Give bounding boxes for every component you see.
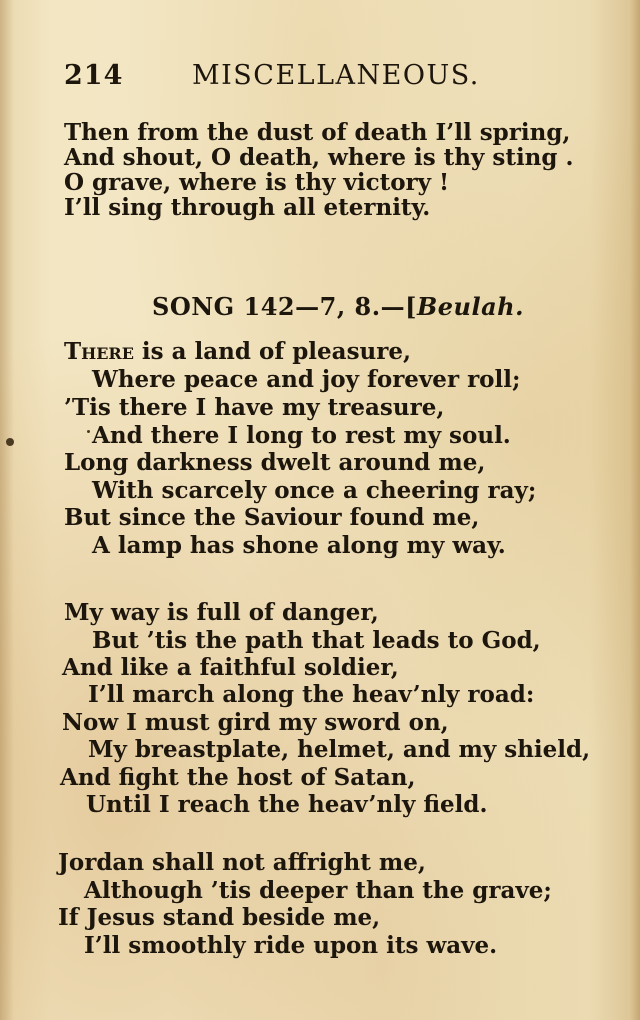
stanza-2-line-3: And like a faithful soldier, <box>62 654 399 681</box>
ink-speck <box>87 430 90 433</box>
stanza-1-line-4: And there I long to rest my soul. <box>92 422 511 449</box>
stanza-1-first-word: There <box>64 338 134 365</box>
page-edge-shadow <box>630 0 640 1020</box>
carryover-line-1: Then from the dust of death I’ll spring, <box>64 119 571 146</box>
stanza-1-line-5: Long darkness dwelt around me, <box>64 449 486 476</box>
stanza-3-line-1: Jordan shall not affright me, <box>58 849 426 876</box>
stanza-1-line-6: With scarcely once a cheering ray; <box>92 477 537 504</box>
stanza-1-line-3: ’Tis there I have my treasure, <box>64 394 445 421</box>
stanza-1-line-1 <box>64 338 411 366</box>
stanza-2-line-8: Until I reach the heav’nly field. <box>86 791 488 818</box>
stanza-2-line-1: My way is full of danger, <box>64 599 379 626</box>
page-number: 214 <box>64 60 124 91</box>
ink-blot <box>6 438 14 446</box>
stanza-2-line-7: And fight the host of Satan, <box>60 764 416 791</box>
page-gutter-shadow <box>0 0 14 1020</box>
stanza-2-line-4: I’ll march along the heav’nly road: <box>88 681 535 708</box>
carryover-line-4: I’ll sing through all eternity. <box>64 194 431 221</box>
page-header <box>64 60 480 100</box>
stanza-1-line-8: A lamp has shone along my way. <box>92 532 506 559</box>
stanza-2-line-2: But ’tis the path that leads to God, <box>92 627 541 654</box>
stanza-1-line-7: But since the Saviour found me, <box>64 504 480 531</box>
stanza-1-line-1-rest: is a land of pleasure, <box>133 338 412 365</box>
carryover-line-3: O grave, where is thy victory ! <box>64 169 450 196</box>
song-number-meter: SONG 142—7, 8.—[ <box>152 292 417 321</box>
stanza-1-line-2: Where peace and joy forever roll; <box>92 366 521 393</box>
stanza-2-line-5: Now I must gird my sword on, <box>62 709 449 736</box>
song-heading <box>152 292 524 321</box>
stanza-3-line-3: If Jesus stand beside me, <box>58 904 381 931</box>
stanza-2-line-6: My breastplate, helmet, and my shield, <box>88 736 591 763</box>
carryover-line-2: And shout, O death, where is thy sting . <box>64 144 574 171</box>
running-title: MISCELLANEOUS. <box>192 60 480 91</box>
tune-name: Beulah. <box>416 292 524 321</box>
stanza-3-line-4: I’ll smoothly ride upon its wave. <box>84 932 498 959</box>
stanza-3-line-2: Although ’tis deeper than the grave; <box>84 877 552 904</box>
